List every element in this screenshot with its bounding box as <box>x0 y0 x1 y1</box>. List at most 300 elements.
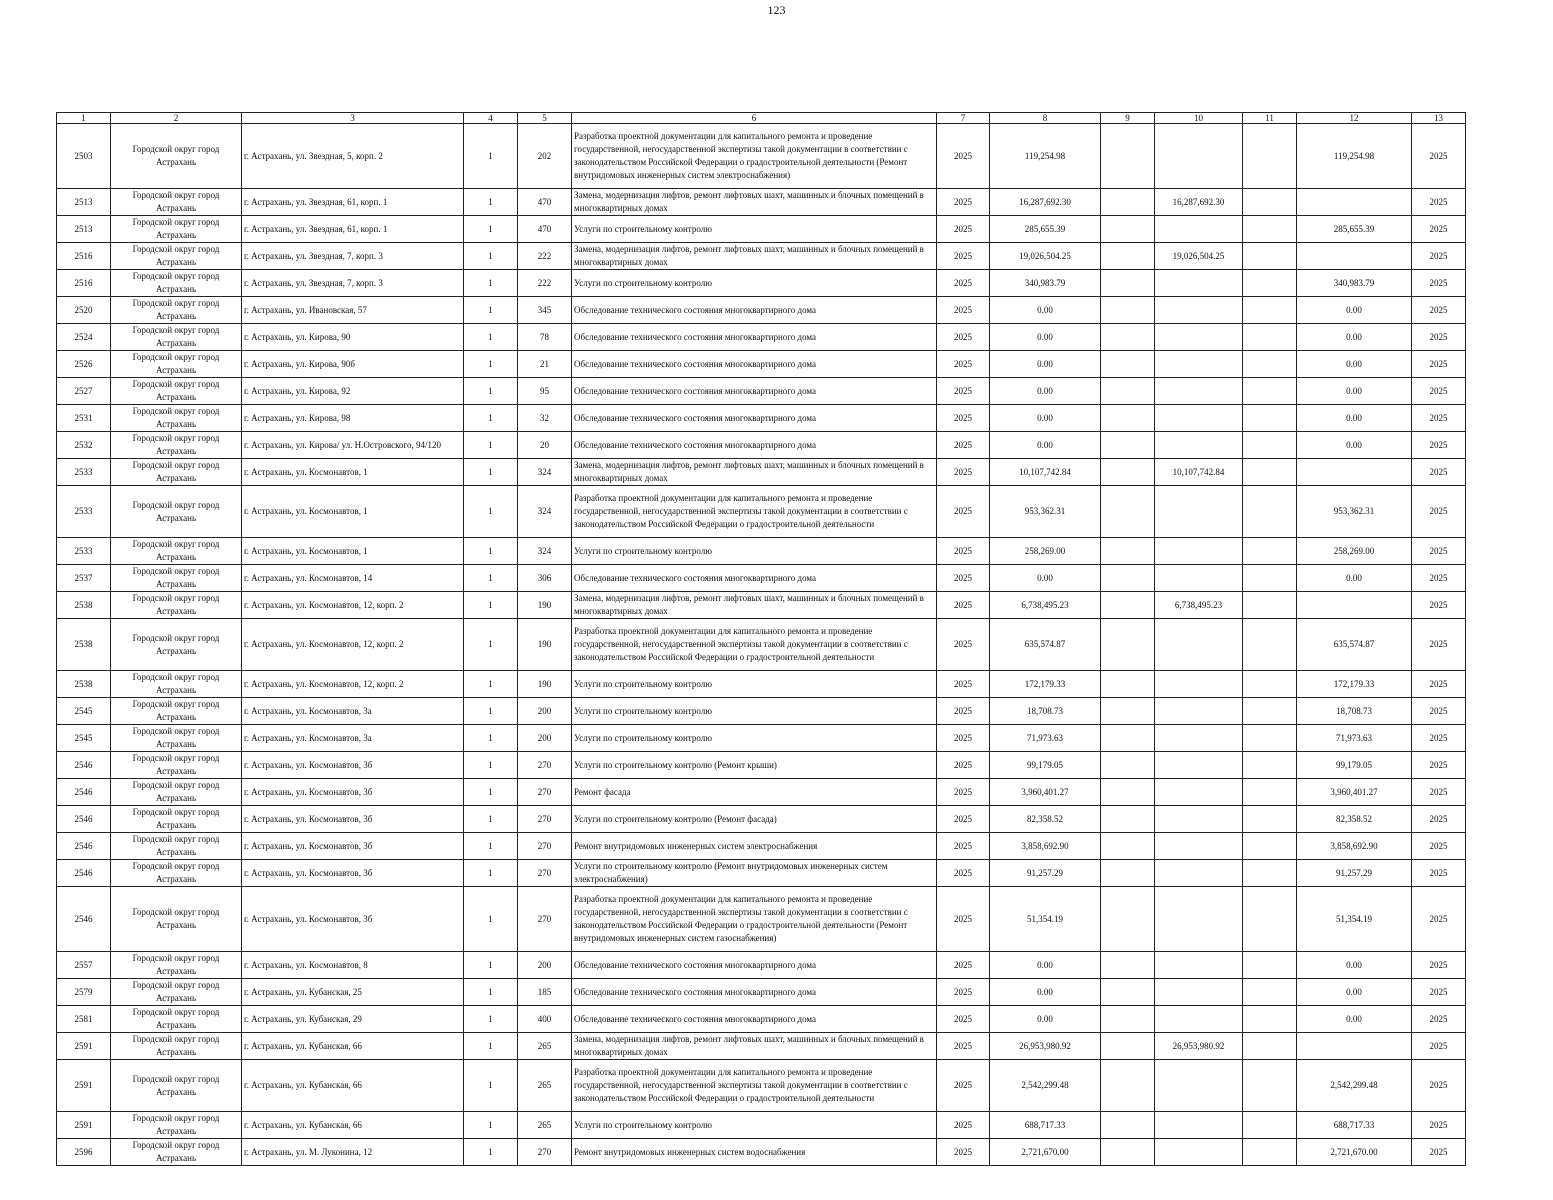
cell-end-year: 2025 <box>1412 1033 1466 1060</box>
cell-col-12: 18,708.73 <box>1297 698 1412 725</box>
cell-address: г. Астрахань, ул. Космонавтов, 3б <box>242 887 464 952</box>
cell-total-cost: 0.00 <box>990 979 1101 1006</box>
cell-area: 78 <box>518 324 572 351</box>
cell-area: 222 <box>518 270 572 297</box>
cell-col-12: 953,362.31 <box>1297 486 1412 538</box>
cell-work-type: Замена, модернизация лифтов, ремонт лифтовых шахт, машинных и блочных помещений в многоквартирных домах <box>572 592 937 619</box>
cell-col-10 <box>1155 351 1243 378</box>
cell-col-10 <box>1155 779 1243 806</box>
cell-col-11 <box>1243 124 1297 189</box>
cell-area: 270 <box>518 833 572 860</box>
cell-row-number: 2546 <box>57 752 111 779</box>
cell-total-cost: 0.00 <box>990 297 1101 324</box>
cell-col-11 <box>1243 860 1297 887</box>
cell-col-9 <box>1101 538 1155 565</box>
cell-quantity: 1 <box>464 1033 518 1060</box>
cell-area: 200 <box>518 725 572 752</box>
cell-start-year: 2025 <box>937 189 990 216</box>
cell-row-number: 2533 <box>57 486 111 538</box>
cell-col-9 <box>1101 698 1155 725</box>
cell-col-12 <box>1297 243 1412 270</box>
cell-area: 95 <box>518 378 572 405</box>
table-row <box>57 432 1466 459</box>
cell-address: г. Астрахань, ул. Кирова, 90 <box>242 324 464 351</box>
cell-area: 270 <box>518 779 572 806</box>
cell-col-9 <box>1101 1033 1155 1060</box>
cell-municipality: Городской округ город Астрахань <box>111 297 242 324</box>
cell-work-type: Обследование технического состояния многоквартирного дома <box>572 324 937 351</box>
cell-col-10 <box>1155 432 1243 459</box>
table-row <box>57 124 1466 189</box>
column-header-1: 1 <box>57 113 111 124</box>
cell-col-12: 119,254.98 <box>1297 124 1412 189</box>
cell-col-10: 6,738,495.23 <box>1155 592 1243 619</box>
cell-col-9 <box>1101 432 1155 459</box>
cell-area: 32 <box>518 405 572 432</box>
cell-start-year: 2025 <box>937 565 990 592</box>
cell-quantity: 1 <box>464 1060 518 1112</box>
cell-col-11 <box>1243 565 1297 592</box>
column-header-10: 10 <box>1155 113 1243 124</box>
cell-end-year: 2025 <box>1412 297 1466 324</box>
column-header-6: 6 <box>572 113 937 124</box>
cell-area: 265 <box>518 1060 572 1112</box>
cell-col-9 <box>1101 459 1155 486</box>
cell-quantity: 1 <box>464 1006 518 1033</box>
cell-municipality: Городской округ город Астрахань <box>111 216 242 243</box>
cell-col-10 <box>1155 297 1243 324</box>
cell-col-9 <box>1101 592 1155 619</box>
cell-row-number: 2533 <box>57 538 111 565</box>
cell-end-year: 2025 <box>1412 860 1466 887</box>
cell-work-type: Разработка проектной документации для капитального ремонта и проведение государственной, негосударственной экспертизы такой документации в соответствии с законодательством Российской Федерации о градостроительной деятельности <box>572 1060 937 1112</box>
cell-col-10 <box>1155 1006 1243 1033</box>
cell-work-type: Обследование технического состояния многоквартирного дома <box>572 405 937 432</box>
cell-col-10 <box>1155 979 1243 1006</box>
cell-quantity: 1 <box>464 752 518 779</box>
cell-col-9 <box>1101 1006 1155 1033</box>
cell-quantity: 1 <box>464 124 518 189</box>
cell-municipality: Городской округ город Астрахань <box>111 619 242 671</box>
cell-quantity: 1 <box>464 378 518 405</box>
cell-address: г. Астрахань, ул. Кирова, 90б <box>242 351 464 378</box>
cell-row-number: 2591 <box>57 1060 111 1112</box>
cell-col-12: 0.00 <box>1297 432 1412 459</box>
cell-end-year: 2025 <box>1412 833 1466 860</box>
cell-work-type: Замена, модернизация лифтов, ремонт лифтовых шахт, машинных и блочных помещений в многоквартирных домах <box>572 243 937 270</box>
cell-quantity: 1 <box>464 887 518 952</box>
cell-col-9 <box>1101 324 1155 351</box>
cell-end-year: 2025 <box>1412 270 1466 297</box>
cell-work-type: Услуги по строительному контролю (Ремонт крыши) <box>572 752 937 779</box>
cell-work-type: Ремонт внутридомовых инженерных систем электроснабжения <box>572 833 937 860</box>
cell-area: 202 <box>518 124 572 189</box>
cell-start-year: 2025 <box>937 1060 990 1112</box>
cell-end-year: 2025 <box>1412 189 1466 216</box>
cell-work-type: Услуги по строительному контролю (Ремонт внутридомовых инженерных систем электроснабжения) <box>572 860 937 887</box>
cell-col-12: 91,257.29 <box>1297 860 1412 887</box>
cell-work-type: Услуги по строительному контролю <box>572 1112 937 1139</box>
cell-address: г. Астрахань, ул. Космонавтов, 3б <box>242 806 464 833</box>
cell-col-11 <box>1243 1006 1297 1033</box>
cell-municipality: Городской округ город Астрахань <box>111 432 242 459</box>
cell-address: г. Астрахань, ул. Кубанская, 66 <box>242 1033 464 1060</box>
cell-start-year: 2025 <box>937 270 990 297</box>
cell-address: г. Астрахань, ул. М. Луконина, 12 <box>242 1139 464 1166</box>
cell-col-9 <box>1101 619 1155 671</box>
cell-col-10 <box>1155 405 1243 432</box>
cell-col-11 <box>1243 378 1297 405</box>
cell-start-year: 2025 <box>937 979 990 1006</box>
cell-start-year: 2025 <box>937 698 990 725</box>
cell-quantity: 1 <box>464 270 518 297</box>
cell-area: 190 <box>518 592 572 619</box>
cell-col-12: 82,358.52 <box>1297 806 1412 833</box>
cell-row-number: 2513 <box>57 189 111 216</box>
cell-address: г. Астрахань, ул. Космонавтов, 12, корп. 2 <box>242 592 464 619</box>
cell-col-11 <box>1243 752 1297 779</box>
cell-municipality: Городской округ город Астрахань <box>111 833 242 860</box>
cell-quantity: 1 <box>464 979 518 1006</box>
cell-quantity: 1 <box>464 779 518 806</box>
cell-end-year: 2025 <box>1412 378 1466 405</box>
cell-col-12 <box>1297 459 1412 486</box>
cell-quantity: 1 <box>464 297 518 324</box>
cell-area: 306 <box>518 565 572 592</box>
table-row <box>57 189 1466 216</box>
cell-col-11 <box>1243 538 1297 565</box>
cell-col-10 <box>1155 671 1243 698</box>
cell-quantity: 1 <box>464 243 518 270</box>
cell-col-9 <box>1101 1139 1155 1166</box>
cell-row-number: 2581 <box>57 1006 111 1033</box>
cell-quantity: 1 <box>464 833 518 860</box>
column-header-2: 2 <box>111 113 242 124</box>
cell-col-12: 3,858,692.90 <box>1297 833 1412 860</box>
cell-col-9 <box>1101 405 1155 432</box>
cell-col-9 <box>1101 124 1155 189</box>
cell-col-12: 0.00 <box>1297 297 1412 324</box>
cell-col-12: 688,717.33 <box>1297 1112 1412 1139</box>
cell-address: г. Астрахань, ул. Кирова, 92 <box>242 378 464 405</box>
cell-quantity: 1 <box>464 1112 518 1139</box>
cell-col-11 <box>1243 698 1297 725</box>
cell-area: 265 <box>518 1033 572 1060</box>
cell-row-number: 2527 <box>57 378 111 405</box>
table-body <box>57 124 1466 1166</box>
cell-address: г. Астрахань, ул. Кирова/ ул. Н.Островского, 94/120 <box>242 432 464 459</box>
cell-area: 200 <box>518 952 572 979</box>
cell-end-year: 2025 <box>1412 243 1466 270</box>
cell-start-year: 2025 <box>937 405 990 432</box>
cell-col-11 <box>1243 952 1297 979</box>
cell-row-number: 2546 <box>57 860 111 887</box>
column-header-3: 3 <box>242 113 464 124</box>
table-row <box>57 833 1466 860</box>
cell-work-type: Услуги по строительному контролю <box>572 216 937 243</box>
cell-col-11 <box>1243 671 1297 698</box>
cell-address: г. Астрахань, ул. Звездная, 7, корп. 3 <box>242 270 464 297</box>
cell-total-cost: 0.00 <box>990 952 1101 979</box>
cell-total-cost: 16,287,692.30 <box>990 189 1101 216</box>
cell-col-9 <box>1101 887 1155 952</box>
cell-municipality: Городской округ город Астрахань <box>111 1112 242 1139</box>
cell-col-11 <box>1243 270 1297 297</box>
cell-col-12: 2,542,299.48 <box>1297 1060 1412 1112</box>
cell-end-year: 2025 <box>1412 979 1466 1006</box>
cell-row-number: 2520 <box>57 297 111 324</box>
cell-col-12: 0.00 <box>1297 351 1412 378</box>
cell-col-10: 19,026,504.25 <box>1155 243 1243 270</box>
cell-start-year: 2025 <box>937 1006 990 1033</box>
table-row <box>57 698 1466 725</box>
cell-col-9 <box>1101 979 1155 1006</box>
cell-address: г. Астрахань, ул. Звездная, 61, корп. 1 <box>242 189 464 216</box>
cell-row-number: 2546 <box>57 833 111 860</box>
cell-area: 270 <box>518 860 572 887</box>
column-header-7: 7 <box>937 113 990 124</box>
table-row <box>57 405 1466 432</box>
column-header-5: 5 <box>518 113 572 124</box>
cell-total-cost: 688,717.33 <box>990 1112 1101 1139</box>
cell-col-12: 2,721,670.00 <box>1297 1139 1412 1166</box>
cell-work-type: Замена, модернизация лифтов, ремонт лифтовых шахт, машинных и блочных помещений в многоквартирных домах <box>572 1033 937 1060</box>
cell-col-9 <box>1101 779 1155 806</box>
table-row <box>57 1060 1466 1112</box>
cell-end-year: 2025 <box>1412 486 1466 538</box>
table-row <box>57 297 1466 324</box>
cell-row-number: 2546 <box>57 806 111 833</box>
cell-end-year: 2025 <box>1412 887 1466 952</box>
page-number: 123 <box>767 3 786 17</box>
cell-total-cost: 953,362.31 <box>990 486 1101 538</box>
table-row <box>57 565 1466 592</box>
cell-area: 270 <box>518 806 572 833</box>
cell-start-year: 2025 <box>937 671 990 698</box>
cell-address: г. Астрахань, ул. Кирова, 98 <box>242 405 464 432</box>
cell-col-11 <box>1243 806 1297 833</box>
cell-quantity: 1 <box>464 459 518 486</box>
cell-col-11 <box>1243 779 1297 806</box>
cell-quantity: 1 <box>464 486 518 538</box>
cell-address: г. Астрахань, ул. Кубанская, 66 <box>242 1060 464 1112</box>
column-header-13: 13 <box>1412 113 1466 124</box>
cell-area: 190 <box>518 671 572 698</box>
cell-total-cost: 99,179.05 <box>990 752 1101 779</box>
cell-row-number: 2546 <box>57 887 111 952</box>
cell-row-number: 2545 <box>57 698 111 725</box>
cell-col-11 <box>1243 833 1297 860</box>
cell-start-year: 2025 <box>937 351 990 378</box>
cell-quantity: 1 <box>464 592 518 619</box>
cell-total-cost: 340,983.79 <box>990 270 1101 297</box>
cell-row-number: 2524 <box>57 324 111 351</box>
cell-address: г. Астрахань, ул. Кубанская, 25 <box>242 979 464 1006</box>
cell-col-9 <box>1101 486 1155 538</box>
cell-area: 400 <box>518 1006 572 1033</box>
cell-area: 265 <box>518 1112 572 1139</box>
cell-quantity: 1 <box>464 860 518 887</box>
cell-end-year: 2025 <box>1412 671 1466 698</box>
cell-col-12: 0.00 <box>1297 405 1412 432</box>
table-row <box>57 1033 1466 1060</box>
cell-end-year: 2025 <box>1412 1060 1466 1112</box>
cell-total-cost: 0.00 <box>990 565 1101 592</box>
cell-municipality: Городской округ город Астрахань <box>111 189 242 216</box>
cell-address: г. Астрахань, ул. Звездная, 7, корп. 3 <box>242 243 464 270</box>
cell-end-year: 2025 <box>1412 432 1466 459</box>
cell-col-10 <box>1155 860 1243 887</box>
cell-row-number: 2538 <box>57 671 111 698</box>
cell-col-9 <box>1101 752 1155 779</box>
cell-end-year: 2025 <box>1412 1112 1466 1139</box>
cell-municipality: Городской округ город Астрахань <box>111 752 242 779</box>
cell-col-11 <box>1243 459 1297 486</box>
cell-col-12: 71,973.63 <box>1297 725 1412 752</box>
cell-quantity: 1 <box>464 565 518 592</box>
cell-area: 20 <box>518 432 572 459</box>
cell-quantity: 1 <box>464 952 518 979</box>
cell-address: г. Астрахань, ул. Ивановская, 57 <box>242 297 464 324</box>
cell-col-9 <box>1101 952 1155 979</box>
cell-col-10 <box>1155 1060 1243 1112</box>
cell-col-10 <box>1155 324 1243 351</box>
cell-row-number: 2516 <box>57 243 111 270</box>
cell-address: г. Астрахань, ул. Звездная, 5, корп. 2 <box>242 124 464 189</box>
cell-municipality: Городской округ город Астрахань <box>111 124 242 189</box>
cell-quantity: 1 <box>464 619 518 671</box>
cell-row-number: 2546 <box>57 779 111 806</box>
cell-address: г. Астрахань, ул. Звездная, 61, корп. 1 <box>242 216 464 243</box>
cell-municipality: Городской округ город Астрахань <box>111 538 242 565</box>
cell-total-cost: 0.00 <box>990 378 1101 405</box>
column-header-4: 4 <box>464 113 518 124</box>
column-header-11: 11 <box>1243 113 1297 124</box>
cell-col-11 <box>1243 1033 1297 1060</box>
cell-col-11 <box>1243 592 1297 619</box>
cell-col-12: 0.00 <box>1297 324 1412 351</box>
cell-col-12: 0.00 <box>1297 979 1412 1006</box>
cell-col-10: 26,953,980.92 <box>1155 1033 1243 1060</box>
cell-col-12: 635,574.87 <box>1297 619 1412 671</box>
cell-col-11 <box>1243 1139 1297 1166</box>
cell-col-9 <box>1101 378 1155 405</box>
table-row <box>57 887 1466 952</box>
cell-total-cost: 3,960,401.27 <box>990 779 1101 806</box>
table-row <box>57 619 1466 671</box>
cell-start-year: 2025 <box>937 124 990 189</box>
cell-total-cost: 258,269.00 <box>990 538 1101 565</box>
cell-address: г. Астрахань, ул. Космонавтов, 1 <box>242 538 464 565</box>
cell-end-year: 2025 <box>1412 806 1466 833</box>
cell-municipality: Городской округ город Астрахань <box>111 1139 242 1166</box>
cell-col-9 <box>1101 671 1155 698</box>
cell-col-10 <box>1155 833 1243 860</box>
cell-col-10 <box>1155 952 1243 979</box>
cell-address: г. Астрахань, ул. Космонавтов, 3б <box>242 833 464 860</box>
column-header-12: 12 <box>1297 113 1412 124</box>
cell-col-10: 10,107,742.84 <box>1155 459 1243 486</box>
cell-municipality: Городской округ город Астрахань <box>111 351 242 378</box>
cell-end-year: 2025 <box>1412 698 1466 725</box>
cell-address: г. Астрахань, ул. Космонавтов, 3б <box>242 779 464 806</box>
cell-start-year: 2025 <box>937 833 990 860</box>
cell-col-9 <box>1101 243 1155 270</box>
cell-col-11 <box>1243 725 1297 752</box>
cell-col-12 <box>1297 189 1412 216</box>
cell-municipality: Городской округ город Астрахань <box>111 1006 242 1033</box>
cell-work-type: Обследование технического состояния многоквартирного дома <box>572 297 937 324</box>
cell-start-year: 2025 <box>937 538 990 565</box>
cell-address: г. Астрахань, ул. Космонавтов, 1 <box>242 486 464 538</box>
cell-row-number: 2537 <box>57 565 111 592</box>
cell-col-9 <box>1101 1112 1155 1139</box>
cell-start-year: 2025 <box>937 592 990 619</box>
cell-start-year: 2025 <box>937 952 990 979</box>
cell-address: г. Астрахань, ул. Космонавтов, 3а <box>242 725 464 752</box>
cell-quantity: 1 <box>464 538 518 565</box>
table-header <box>57 113 1466 124</box>
cell-quantity: 1 <box>464 189 518 216</box>
cell-work-type: Обследование технического состояния многоквартирного дома <box>572 432 937 459</box>
table-row <box>57 378 1466 405</box>
cell-col-12: 0.00 <box>1297 1006 1412 1033</box>
cell-col-10 <box>1155 698 1243 725</box>
cell-address: г. Астрахань, ул. Космонавтов, 14 <box>242 565 464 592</box>
column-header-8: 8 <box>990 113 1101 124</box>
cell-municipality: Городской округ город Астрахань <box>111 592 242 619</box>
cell-col-11 <box>1243 1060 1297 1112</box>
cell-area: 345 <box>518 297 572 324</box>
table-row <box>57 538 1466 565</box>
cell-area: 470 <box>518 189 572 216</box>
cell-area: 222 <box>518 243 572 270</box>
cell-col-9 <box>1101 189 1155 216</box>
table-row <box>57 324 1466 351</box>
cell-col-9 <box>1101 297 1155 324</box>
cell-col-12: 51,354.19 <box>1297 887 1412 952</box>
cell-municipality: Городской округ город Астрахань <box>111 698 242 725</box>
cell-total-cost: 2,542,299.48 <box>990 1060 1101 1112</box>
cell-col-12: 172,179.33 <box>1297 671 1412 698</box>
cell-quantity: 1 <box>464 216 518 243</box>
cell-col-10 <box>1155 486 1243 538</box>
capital-repair-table <box>56 112 1466 1166</box>
header-row <box>57 113 1466 124</box>
cell-municipality: Городской округ город Астрахань <box>111 486 242 538</box>
cell-col-11 <box>1243 216 1297 243</box>
cell-total-cost: 0.00 <box>990 324 1101 351</box>
cell-start-year: 2025 <box>937 459 990 486</box>
table-row <box>57 952 1466 979</box>
cell-total-cost: 635,574.87 <box>990 619 1101 671</box>
cell-municipality: Городской округ город Астрахань <box>111 405 242 432</box>
cell-start-year: 2025 <box>937 324 990 351</box>
cell-col-11 <box>1243 405 1297 432</box>
cell-quantity: 1 <box>464 725 518 752</box>
cell-col-9 <box>1101 216 1155 243</box>
cell-col-10 <box>1155 538 1243 565</box>
cell-municipality: Городской округ город Астрахань <box>111 565 242 592</box>
cell-area: 270 <box>518 752 572 779</box>
cell-start-year: 2025 <box>937 887 990 952</box>
cell-municipality: Городской округ город Астрахань <box>111 270 242 297</box>
table-row <box>57 860 1466 887</box>
cell-work-type: Обследование технического состояния многоквартирного дома <box>572 1006 937 1033</box>
cell-municipality: Городской округ город Астрахань <box>111 887 242 952</box>
cell-address: г. Астрахань, ул. Кубанская, 66 <box>242 1112 464 1139</box>
cell-col-9 <box>1101 1060 1155 1112</box>
